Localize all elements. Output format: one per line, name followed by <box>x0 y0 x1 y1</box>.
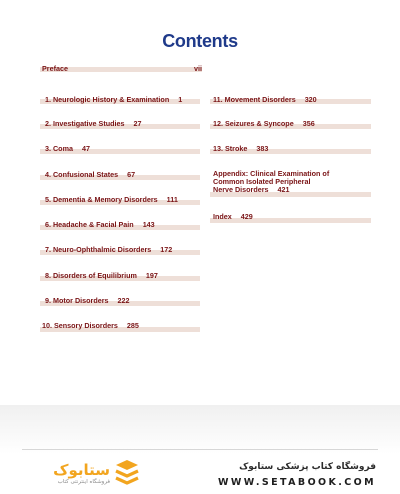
entry-label: 2. Investigative Studies <box>45 119 125 128</box>
appendix-line-3: Nerve Disorders <box>213 185 269 195</box>
entry-label: 9. Motor Disorders <box>45 296 109 305</box>
entry-page: 172 <box>160 245 173 254</box>
entry-label: Index <box>213 212 232 221</box>
store-name: فروشگاه کتاب پزشکی ستابوک <box>239 462 376 472</box>
entry-page: 421 <box>277 185 290 195</box>
entry-page: 197 <box>145 271 158 280</box>
footer-divider <box>22 449 378 450</box>
entry-label: 1. Neurologic History & Examination <box>45 95 170 104</box>
toc-entry-index[interactable] <box>213 213 253 221</box>
entry-page: 143 <box>142 220 155 229</box>
entry-label: 5. Dementia & Memory Disorders <box>45 195 158 204</box>
entry-page: 383 <box>256 144 269 153</box>
entry-page: 429 <box>240 212 253 221</box>
entry-page: vii <box>194 64 202 73</box>
toc-entry-chapter-3[interactable] <box>45 145 90 153</box>
toc-entry-chapter-2[interactable] <box>45 120 142 128</box>
logo-tagline: فروشگاه اینترنتی کتاب <box>57 479 110 485</box>
toc-entry-chapter-5[interactable] <box>45 196 178 204</box>
entry-page: 285 <box>126 321 139 330</box>
store-logo[interactable] <box>30 459 140 489</box>
page-title: Contents <box>162 31 238 51</box>
entry-page: 222 <box>117 296 130 305</box>
entry-label: 10. Sensory Disorders <box>42 321 118 330</box>
entry-label: 3. Coma <box>45 144 73 153</box>
store-url-link[interactable]: WWW.SETABOOK.COM <box>218 477 376 488</box>
entry-page: 320 <box>304 95 317 104</box>
entry-page: 67 <box>127 170 136 179</box>
logo-wordmark: ستابوک <box>53 461 110 479</box>
entry-label: 12. Seizures & Syncope <box>213 119 294 128</box>
toc-entry-chapter-12[interactable] <box>213 120 315 128</box>
entry-label: 11. Movement Disorders <box>213 95 296 104</box>
entry-page: 47 <box>81 144 90 153</box>
entry-page: 356 <box>302 119 315 128</box>
book-stack-icon <box>114 459 140 487</box>
toc-entry-chapter-8[interactable] <box>45 272 158 280</box>
appendix-line-1: Appendix: Clinical Examination of <box>213 169 330 178</box>
entry-label: 13. Stroke <box>213 144 248 153</box>
appendix-line-2: Common Isolated Peripheral <box>213 177 311 187</box>
toc-entry-chapter-4[interactable] <box>45 171 135 179</box>
entry-label: 6. Headache & Facial Pain <box>45 220 134 229</box>
entry-label: Preface <box>42 64 68 73</box>
entry-page: 111 <box>166 195 178 204</box>
toc-entry-appendix[interactable] <box>213 170 329 195</box>
entry-page: 1 <box>178 95 183 104</box>
toc-entry-chapter-13[interactable] <box>213 145 268 153</box>
toc-entry-chapter-6[interactable] <box>45 221 155 229</box>
entry-label: 4. Confusional States <box>45 170 119 179</box>
toc-entry-chapter-1[interactable] <box>45 96 182 104</box>
entry-label: 8. Disorders of Equilibrium <box>45 271 137 280</box>
entry-label: 7. Neuro-Ophthalmic Disorders <box>45 245 152 254</box>
toc-entry-chapter-9[interactable] <box>45 297 130 305</box>
entry-page: 27 <box>133 119 142 128</box>
toc-entry-chapter-7[interactable] <box>45 246 172 254</box>
toc-entry-chapter-11[interactable] <box>213 96 317 104</box>
toc-entry-chapter-10[interactable] <box>42 322 139 330</box>
